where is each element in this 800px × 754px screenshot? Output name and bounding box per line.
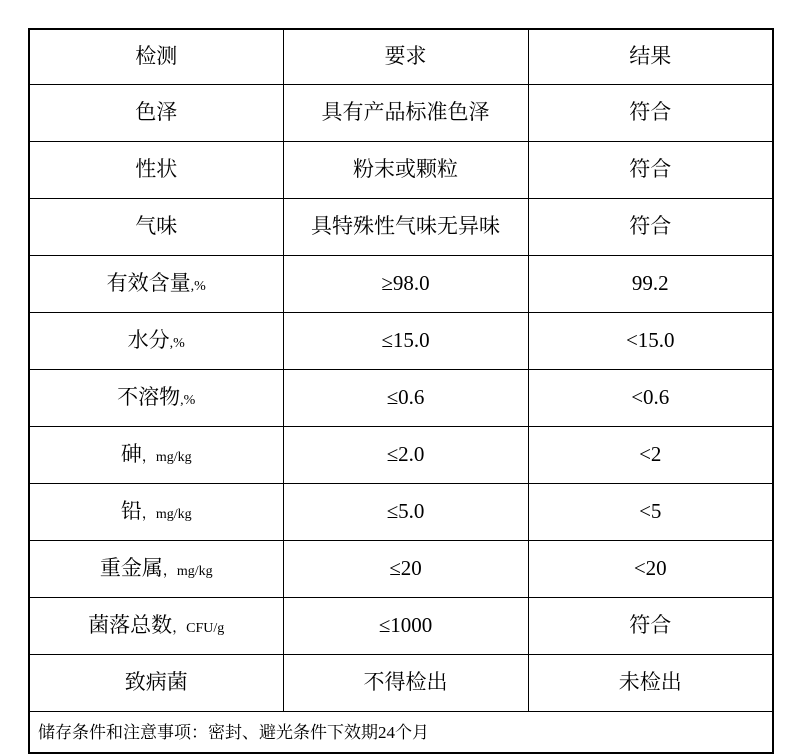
cell-requirement: ≤2.0 <box>283 427 528 484</box>
cell-item: 致病菌 <box>29 655 283 712</box>
cell-requirement: ≤20 <box>283 541 528 598</box>
table-row <box>29 370 773 427</box>
cell-requirement: 具特殊性气味无异味 <box>283 199 528 256</box>
table-row <box>29 256 773 313</box>
cell-item: 砷 ，mg/kg <box>29 427 283 484</box>
cell-item: 有效含量 ,% <box>29 256 283 313</box>
table-row <box>29 427 773 484</box>
table-row <box>29 484 773 541</box>
cell-requirement: 不得检出 <box>283 655 528 712</box>
cell-requirement: ≤5.0 <box>283 484 528 541</box>
specification-table <box>28 28 774 754</box>
table-row <box>29 655 773 712</box>
cell-result: 未检出 <box>528 655 773 712</box>
table-row <box>29 313 773 370</box>
table-row <box>29 541 773 598</box>
cell-item: 色泽 <box>29 85 283 142</box>
cell-requirement: 具有产品标准色泽 <box>283 85 528 142</box>
cell-requirement: ≤0.6 <box>283 370 528 427</box>
cell-result: 99.2 <box>528 256 773 313</box>
cell-item: 气味 <box>29 199 283 256</box>
table-row <box>29 598 773 655</box>
cell-item: 水分 ,% <box>29 313 283 370</box>
cell-result: 符合 <box>528 199 773 256</box>
cell-item: 性状 <box>29 142 283 199</box>
table-header-result: 结果 <box>528 29 773 85</box>
cell-item: 菌落总数 ，CFU/g <box>29 598 283 655</box>
cell-result: 符合 <box>528 85 773 142</box>
table-header-row <box>29 29 773 85</box>
cell-item: 铅 ，mg/kg <box>29 484 283 541</box>
storage-note: 储存条件和注意事项：密封、避光条件下效期24个月 <box>38 723 429 743</box>
cell-requirement: ≥98.0 <box>283 256 528 313</box>
table-row <box>29 142 773 199</box>
cell-result: <2 <box>528 427 773 484</box>
table-header-item: 检测 <box>29 29 283 85</box>
cell-result: <15.0 <box>528 313 773 370</box>
cell-requirement: 粉末或颗粒 <box>283 142 528 199</box>
table-header-requirement: 要求 <box>283 29 528 85</box>
cell-item: 重金属 ，mg/kg <box>29 541 283 598</box>
cell-result: 符合 <box>528 142 773 199</box>
table-row <box>29 199 773 256</box>
cell-result: <5 <box>528 484 773 541</box>
table-row <box>29 85 773 142</box>
cell-requirement: ≤15.0 <box>283 313 528 370</box>
cell-item: 不溶物 ,% <box>29 370 283 427</box>
cell-result: <20 <box>528 541 773 598</box>
cell-result: <0.6 <box>528 370 773 427</box>
cell-result: 符合 <box>528 598 773 655</box>
table-footer-row <box>29 712 773 754</box>
storage-note-cell <box>29 712 773 754</box>
cell-requirement: ≤1000 <box>283 598 528 655</box>
